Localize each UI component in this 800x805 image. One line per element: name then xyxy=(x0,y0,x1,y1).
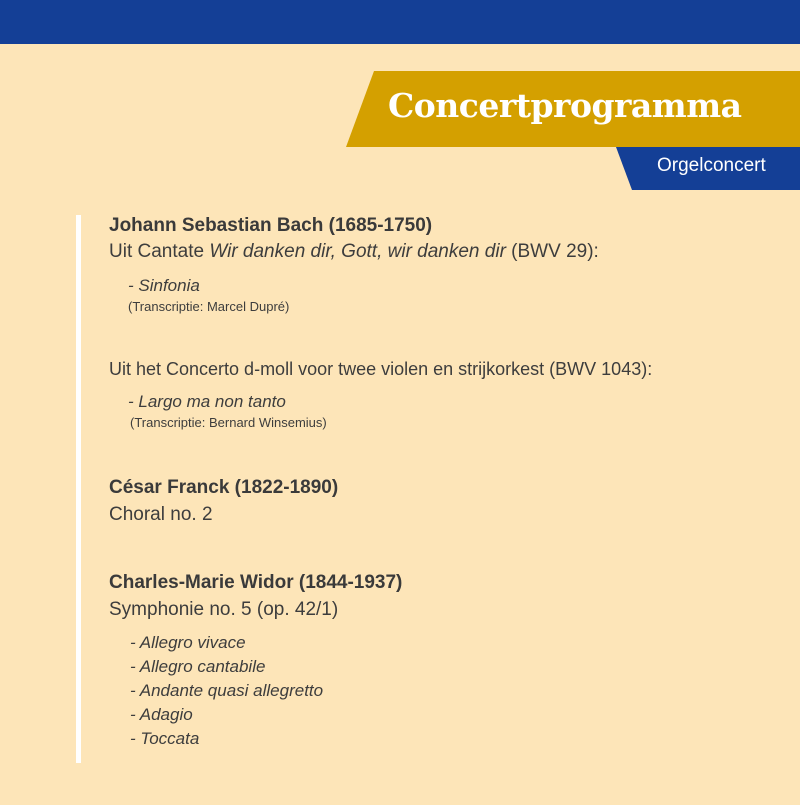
page-subtitle: Orgelconcert xyxy=(657,155,766,176)
composer-bach: Johann Sebastian Bach (1685-1750) xyxy=(109,215,433,236)
vertical-divider xyxy=(76,215,81,763)
work-widor-symphonie: Symphonie no. 5 (op. 42/1) xyxy=(109,599,339,620)
movement-toccata: - Toccata xyxy=(130,729,200,748)
transcription-note-winsemius: (Transcriptie: Bernard Winsemius) xyxy=(130,415,327,430)
composer-franck: César Franck (1822-1890) xyxy=(109,477,339,498)
movement-sinfonia: - Sinfonia xyxy=(128,276,200,295)
movement-adagio: - Adagio xyxy=(130,705,193,724)
movement-allegro-cantabile: - Allegro cantabile xyxy=(130,657,266,676)
movement-largo: - Largo ma non tanto xyxy=(128,392,286,411)
top-bar xyxy=(0,0,800,44)
work-bach-concerto: Uit het Concerto d-moll voor twee violen en strijkorkest (BWV 1043): xyxy=(109,359,653,379)
movement-allegro-vivace: - Allegro vivace xyxy=(130,633,246,652)
movement-andante: - Andante quasi allegretto xyxy=(130,681,324,700)
transcription-note-dupre: (Transcriptie: Marcel Dupré) xyxy=(128,299,290,314)
work-franck-choral: Choral no. 2 xyxy=(109,504,213,525)
composer-widor: Charles-Marie Widor (1844-1937) xyxy=(109,572,403,593)
work-bach-cantata: Uit Cantate Wir danken dir, Gott, wir danken dir (BWV 29): xyxy=(109,241,599,262)
page-title: Concertprogramma xyxy=(388,86,742,125)
